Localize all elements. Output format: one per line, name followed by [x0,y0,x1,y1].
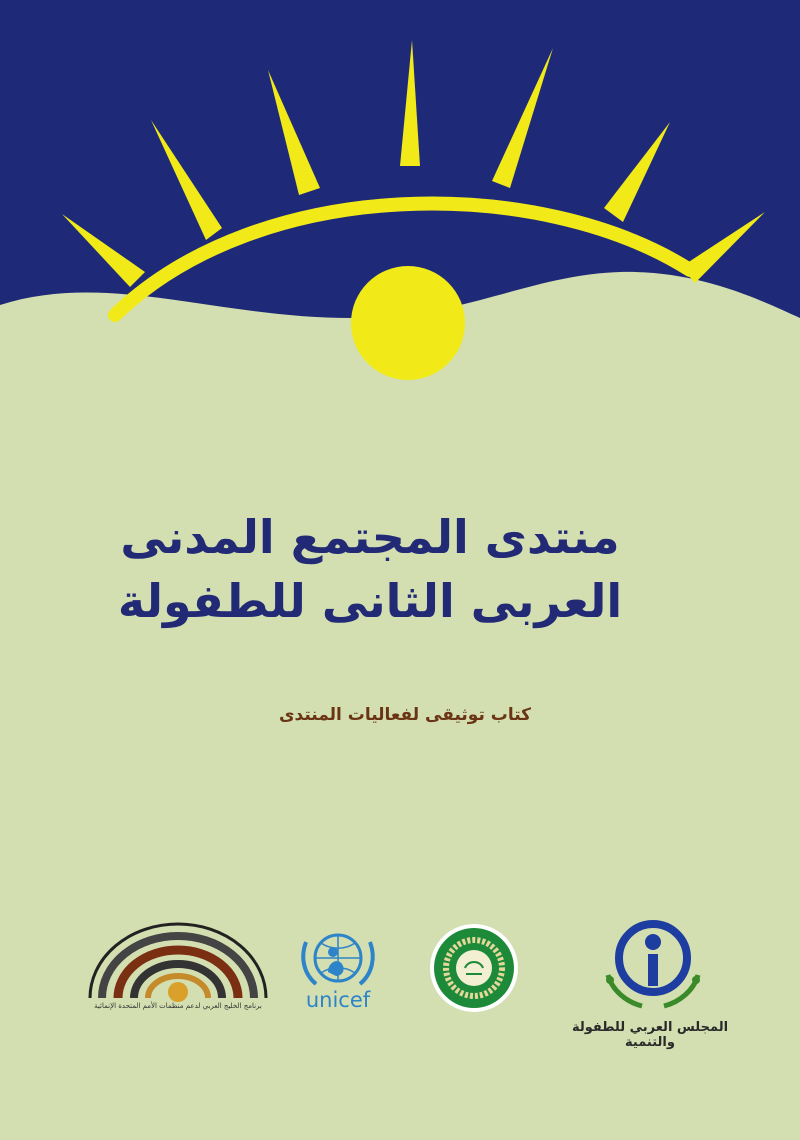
unicef-wordmark: unicef [305,988,371,1012]
unicef-emblem-icon [298,928,378,990]
agfund-logo [78,918,278,1003]
arab-council-childhood-logo [598,920,708,1016]
sun-icon [351,266,465,380]
title-line-1: منتدى المجتمع المدنى [120,510,620,564]
unicef-logo [298,928,378,990]
arab-council-label: المجلس العربي للطفولة والتنمية [571,1020,729,1050]
arab-league-logo [428,922,520,1014]
arab-council-childhood-logo-icon [598,920,708,1016]
cover-subtitle: كتاب توثيقى لفعاليات المنتدى [278,705,532,725]
arab-league-emblem-icon [428,922,520,1014]
agfund-logo-icon [78,918,278,1003]
cover-title [60,505,680,633]
agfund-caption: برنامج الخليج العربي لدعم منظمات الأمم المتحدة الإنمائية [94,1002,262,1010]
title-line-2: العربى الثانى للطفولة [117,574,623,628]
